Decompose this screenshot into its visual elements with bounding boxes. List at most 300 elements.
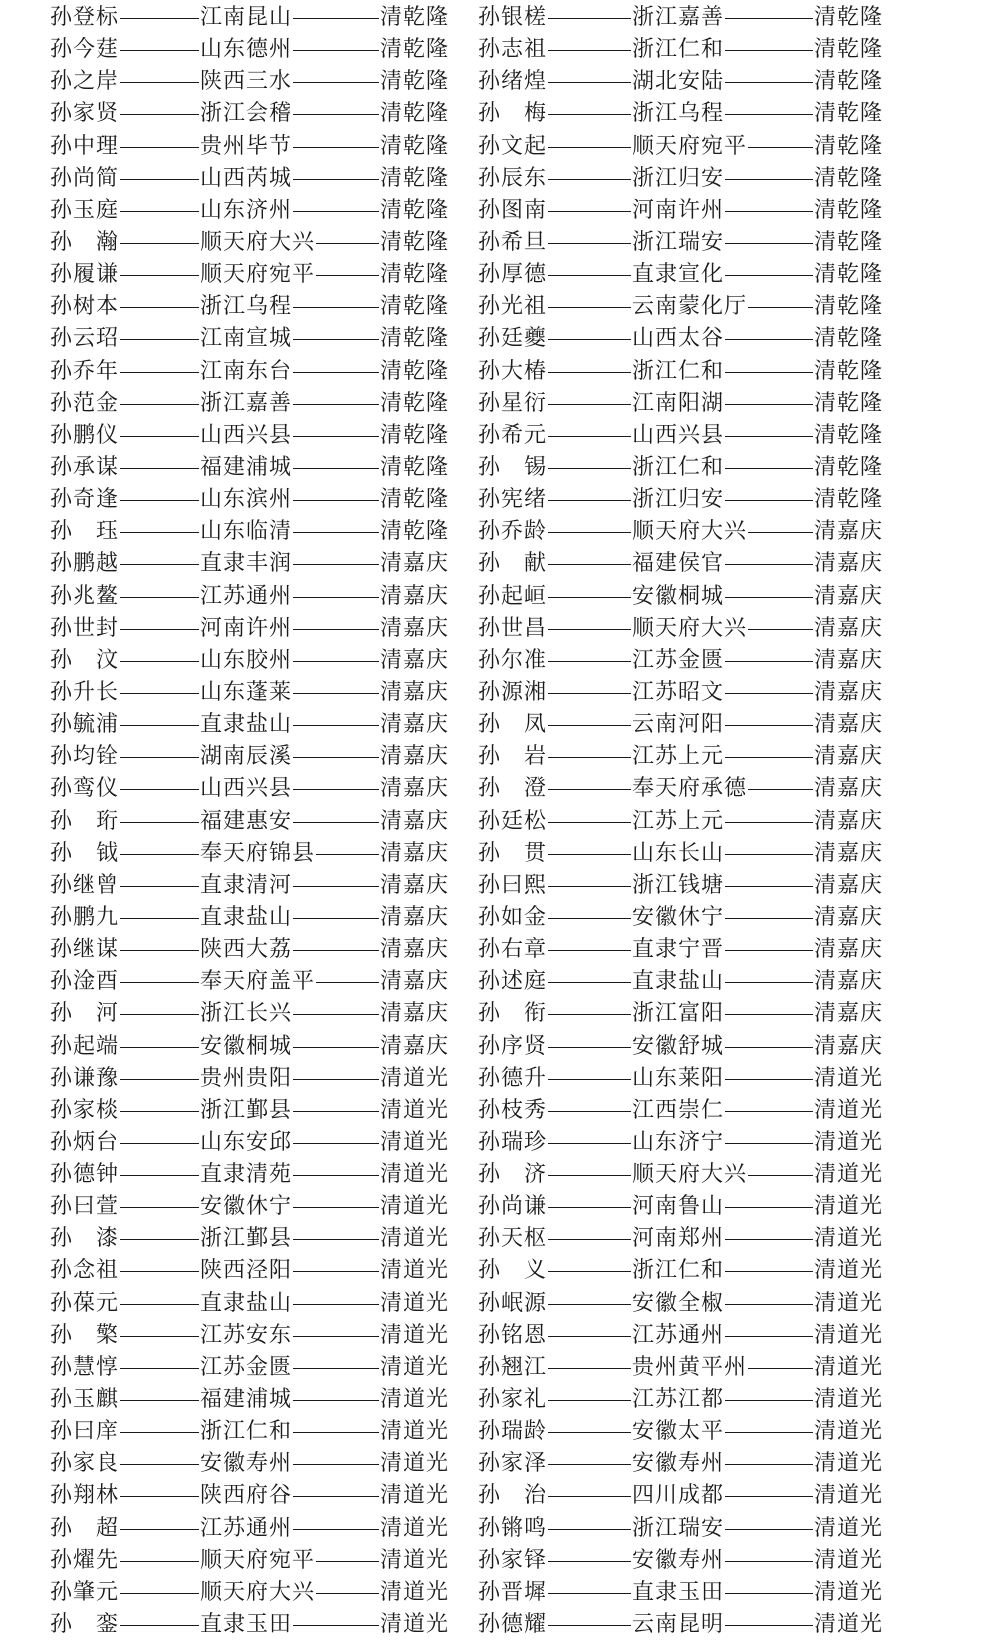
era-reign: 清乾隆 [380, 69, 450, 95]
list-item [478, 773, 888, 805]
list-item [50, 1577, 460, 1609]
dash-separator [293, 1400, 379, 1401]
era-reign: 清道光 [380, 1226, 450, 1252]
era-reign: 清嘉庆 [814, 712, 884, 738]
dash-separator [748, 147, 813, 148]
era-reign: 清嘉庆 [814, 808, 884, 834]
person-name: 孙志祖 [478, 37, 548, 63]
dash-separator [120, 1432, 199, 1433]
dash-separator [316, 1561, 379, 1562]
place-of-origin: 湖北安陆 [632, 69, 725, 95]
place-of-origin: 江南东台 [200, 358, 293, 384]
era-reign: 清道光 [814, 1515, 884, 1541]
list-item [478, 645, 888, 677]
era-reign: 清乾隆 [814, 101, 884, 127]
dash-separator [548, 307, 631, 308]
person-name: 孙家礼 [478, 1387, 548, 1413]
person-name: 孙鹏仪 [50, 422, 120, 448]
dash-separator [293, 307, 379, 308]
person-name: 孙家良 [50, 1451, 120, 1477]
dash-separator [725, 179, 813, 180]
dash-separator [120, 1014, 199, 1015]
list-item [50, 709, 460, 741]
dash-separator [293, 1175, 379, 1176]
place-of-origin: 江西崇仁 [632, 1097, 725, 1123]
list-item [478, 291, 888, 323]
place-of-origin: 山西兴县 [200, 776, 293, 802]
dash-separator [293, 404, 379, 405]
place-of-origin: 浙江乌程 [632, 101, 725, 127]
dash-separator [293, 532, 379, 533]
place-of-origin: 直隶丰润 [200, 551, 293, 577]
era-reign: 清嘉庆 [380, 808, 450, 834]
dash-separator [120, 629, 199, 630]
dash-separator [725, 1111, 813, 1112]
era-reign: 清乾隆 [380, 133, 450, 159]
dash-separator [120, 1368, 199, 1369]
place-of-origin: 浙江长兴 [200, 1001, 293, 1027]
list-item [50, 1095, 460, 1127]
dash-separator [548, 1271, 631, 1272]
left-column [50, 2, 460, 1641]
person-name: 孙光祖 [478, 294, 548, 320]
person-name: 孙毓浦 [50, 712, 120, 738]
dash-separator [725, 18, 813, 19]
person-name: 孙尔准 [478, 647, 548, 673]
person-name: 孙燿先 [50, 1547, 120, 1573]
dash-separator [548, 1368, 631, 1369]
dash-separator [725, 500, 813, 501]
dash-separator [316, 854, 379, 855]
era-reign: 清道光 [814, 1612, 884, 1638]
era-reign: 清乾隆 [814, 422, 884, 448]
dash-separator [293, 1079, 379, 1080]
dash-separator [316, 1593, 379, 1594]
dash-separator [293, 468, 379, 469]
dash-separator [293, 1014, 379, 1015]
list-item [50, 1127, 460, 1159]
dash-separator [725, 372, 813, 373]
dash-separator [120, 500, 199, 501]
person-name: 孙 贯 [478, 840, 548, 866]
place-of-origin: 直隶玉田 [200, 1612, 293, 1638]
person-name: 孙世昌 [478, 615, 548, 641]
person-name: 孙曰萱 [50, 1194, 120, 1220]
place-of-origin: 安徽寿州 [632, 1451, 725, 1477]
dash-separator [548, 1561, 631, 1562]
dash-separator [120, 693, 199, 694]
list-item [478, 709, 888, 741]
list-item [478, 484, 888, 516]
dash-separator [548, 436, 631, 437]
era-reign: 清乾隆 [814, 262, 884, 288]
list-item [50, 1223, 460, 1255]
dash-separator [120, 1207, 199, 1208]
dash-separator [120, 854, 199, 855]
dash-separator [548, 468, 631, 469]
person-name: 孙述庭 [478, 969, 548, 995]
list-item [50, 1416, 460, 1448]
person-name: 孙今莛 [50, 37, 120, 63]
list-item [478, 2, 888, 34]
list-item [50, 773, 460, 805]
dash-separator [293, 886, 379, 887]
place-of-origin: 贵州黄平州 [632, 1354, 748, 1380]
list-item [50, 1063, 460, 1095]
place-of-origin: 直隶宣化 [632, 262, 725, 288]
era-reign: 清道光 [380, 1322, 450, 1348]
person-name: 孙绪煌 [478, 69, 548, 95]
list-item [50, 323, 460, 355]
list-item [50, 806, 460, 838]
person-name: 孙德升 [478, 1065, 548, 1091]
dash-separator [120, 82, 199, 83]
person-name: 孙继曾 [50, 872, 120, 898]
place-of-origin: 河南许州 [632, 197, 725, 223]
dash-separator [293, 1529, 379, 1530]
dash-separator [548, 50, 631, 51]
dash-separator [548, 822, 631, 823]
list-item [478, 934, 888, 966]
place-of-origin: 山东德州 [200, 37, 293, 63]
era-reign: 清乾隆 [814, 5, 884, 30]
dash-separator [725, 918, 813, 919]
person-name: 孙鹏九 [50, 904, 120, 930]
place-of-origin: 山东胶州 [200, 647, 293, 673]
era-reign: 清道光 [814, 1451, 884, 1477]
dash-separator [548, 629, 631, 630]
list-item [50, 2, 460, 34]
place-of-origin: 直隶清河 [200, 872, 293, 898]
place-of-origin: 江苏金匮 [200, 1354, 293, 1380]
dash-separator [725, 757, 813, 758]
person-name: 孙家贤 [50, 101, 120, 127]
person-name: 孙翘江 [478, 1354, 548, 1380]
dash-separator [748, 789, 813, 790]
dash-separator [548, 404, 631, 405]
dash-separator [120, 950, 199, 951]
dash-separator [120, 1304, 199, 1305]
dash-separator [725, 1400, 813, 1401]
list-item [478, 1384, 888, 1416]
place-of-origin: 浙江瑞安 [632, 229, 725, 255]
place-of-origin: 江苏昭文 [632, 679, 725, 705]
era-reign: 清乾隆 [380, 37, 450, 63]
person-name: 孙乔龄 [478, 519, 548, 545]
place-of-origin: 浙江鄞县 [200, 1097, 293, 1123]
list-item [478, 452, 888, 484]
place-of-origin: 江南阳湖 [632, 390, 725, 416]
list-item [478, 1223, 888, 1255]
person-name: 孙岷源 [478, 1290, 548, 1316]
dash-separator [548, 1111, 631, 1112]
dash-separator [548, 1239, 631, 1240]
dash-separator [725, 114, 813, 115]
dash-separator [293, 1368, 379, 1369]
person-name: 孙尚谦 [478, 1194, 548, 1220]
era-reign: 清嘉庆 [380, 551, 450, 577]
list-item [478, 1288, 888, 1320]
dash-separator [548, 1047, 631, 1048]
person-name: 孙文起 [478, 133, 548, 159]
person-name: 孙德耀 [478, 1612, 548, 1638]
place-of-origin: 云南昆明 [632, 1612, 725, 1638]
list-item [478, 966, 888, 998]
person-name: 孙源湘 [478, 679, 548, 705]
list-item [50, 934, 460, 966]
dash-separator [748, 629, 813, 630]
era-reign: 清乾隆 [380, 390, 450, 416]
place-of-origin: 奉天府锦县 [200, 840, 316, 866]
place-of-origin: 湖南辰溪 [200, 744, 293, 770]
place-of-origin: 顺天府大兴 [632, 1162, 748, 1188]
place-of-origin: 安徽桐城 [632, 583, 725, 609]
place-of-origin: 山东莱阳 [632, 1065, 725, 1091]
dash-separator [293, 1336, 379, 1337]
list-item [478, 870, 888, 902]
era-reign: 清乾隆 [814, 37, 884, 63]
place-of-origin: 浙江仁和 [632, 358, 725, 384]
person-name: 孙图南 [478, 197, 548, 223]
dash-separator [548, 82, 631, 83]
dash-separator [548, 854, 631, 855]
list-item [50, 227, 460, 259]
person-name: 孙肇元 [50, 1579, 120, 1605]
dash-separator [293, 918, 379, 919]
dash-separator [316, 243, 379, 244]
list-item [478, 1448, 888, 1480]
list-item [50, 1513, 460, 1545]
dash-separator [120, 339, 199, 340]
place-of-origin: 安徽寿州 [632, 1547, 725, 1573]
era-reign: 清嘉庆 [380, 615, 450, 641]
place-of-origin: 山东临清 [200, 519, 293, 545]
era-reign: 清嘉庆 [380, 744, 450, 770]
dash-separator [548, 275, 631, 276]
era-reign: 清乾隆 [814, 390, 884, 416]
place-of-origin: 四川成都 [632, 1483, 725, 1509]
dash-separator [725, 1529, 813, 1530]
era-reign: 清嘉庆 [814, 1033, 884, 1059]
dash-separator [725, 1464, 813, 1465]
dash-separator [725, 1625, 813, 1626]
place-of-origin: 浙江仁和 [632, 454, 725, 480]
list-item [50, 613, 460, 645]
person-name: 孙 汶 [50, 647, 120, 673]
place-of-origin: 奉天府承德 [632, 776, 748, 802]
dash-separator [548, 757, 631, 758]
dash-separator [725, 339, 813, 340]
list-item [50, 548, 460, 580]
dash-separator [120, 789, 199, 790]
person-name: 孙世封 [50, 615, 120, 641]
era-reign: 清嘉庆 [814, 937, 884, 963]
era-reign: 清道光 [814, 1354, 884, 1380]
list-item [478, 1255, 888, 1287]
dash-separator [293, 1625, 379, 1626]
place-of-origin: 陕西泾阳 [200, 1258, 293, 1284]
dash-separator [293, 1271, 379, 1272]
dash-separator [548, 950, 631, 951]
person-name: 孙尚简 [50, 165, 120, 191]
place-of-origin: 山西兴县 [200, 422, 293, 448]
dash-separator [548, 1207, 631, 1208]
list-item [478, 1191, 888, 1223]
list-item [50, 838, 460, 870]
place-of-origin: 浙江会稽 [200, 101, 293, 127]
dash-separator [748, 1175, 813, 1176]
list-item [478, 323, 888, 355]
era-reign: 清乾隆 [380, 262, 450, 288]
list-item [478, 741, 888, 773]
person-name: 孙曰熙 [478, 872, 548, 898]
dash-separator [120, 822, 199, 823]
dash-separator [120, 1464, 199, 1465]
person-name: 孙瑞珍 [478, 1129, 548, 1155]
dash-separator [293, 1464, 379, 1465]
era-reign: 清嘉庆 [814, 776, 884, 802]
place-of-origin: 直隶盐山 [200, 1290, 293, 1316]
era-reign: 清嘉庆 [380, 776, 450, 802]
era-reign: 清乾隆 [380, 519, 450, 545]
place-of-origin: 浙江嘉善 [632, 5, 725, 30]
dash-separator [120, 1271, 199, 1272]
dash-separator [316, 275, 379, 276]
dash-separator [120, 243, 199, 244]
dash-separator [548, 1143, 631, 1144]
person-name: 孙星衍 [478, 390, 548, 416]
place-of-origin: 云南蒙化厅 [632, 294, 748, 320]
dash-separator [548, 500, 631, 501]
dash-separator [725, 1143, 813, 1144]
list-item [478, 613, 888, 645]
era-reign: 清道光 [380, 1129, 450, 1155]
era-reign: 清乾隆 [814, 165, 884, 191]
place-of-origin: 福建浦城 [200, 1387, 293, 1413]
dash-separator [293, 789, 379, 790]
list-item [478, 516, 888, 548]
dash-separator [293, 1432, 379, 1433]
era-reign: 清乾隆 [814, 294, 884, 320]
era-reign: 清道光 [380, 1451, 450, 1477]
person-name: 孙铭恩 [478, 1322, 548, 1348]
dash-separator [725, 886, 813, 887]
person-name: 孙 超 [50, 1515, 120, 1541]
list-item [478, 259, 888, 291]
person-name: 孙大椿 [478, 358, 548, 384]
era-reign: 清道光 [380, 1387, 450, 1413]
place-of-origin: 山西太谷 [632, 326, 725, 352]
place-of-origin: 顺天府宛平 [200, 262, 316, 288]
list-item [478, 1031, 888, 1063]
dash-separator [725, 1014, 813, 1015]
person-name: 孙乔年 [50, 358, 120, 384]
era-reign: 清道光 [380, 1194, 450, 1220]
dash-separator [293, 147, 379, 148]
dash-separator [293, 1239, 379, 1240]
dash-separator [120, 1529, 199, 1530]
dash-separator [548, 532, 631, 533]
list-item [478, 227, 888, 259]
list-item [50, 1480, 460, 1512]
era-reign: 清乾隆 [380, 101, 450, 127]
era-reign: 清道光 [814, 1226, 884, 1252]
era-reign: 清乾隆 [380, 422, 450, 448]
dash-separator [548, 1014, 631, 1015]
person-name: 孙家泽 [478, 1451, 548, 1477]
dash-separator [293, 597, 379, 598]
place-of-origin: 山西芮城 [200, 165, 293, 191]
dash-separator [725, 1207, 813, 1208]
list-item [478, 1577, 888, 1609]
dash-separator [120, 1336, 199, 1337]
person-name: 孙 珏 [50, 519, 120, 545]
place-of-origin: 浙江嘉善 [200, 390, 293, 416]
dash-separator [725, 468, 813, 469]
list-item [478, 163, 888, 195]
dash-separator [725, 1336, 813, 1337]
era-reign: 清乾隆 [380, 229, 450, 255]
dash-separator [120, 532, 199, 533]
place-of-origin: 顺天府宛平 [200, 1547, 316, 1573]
place-of-origin: 河南鲁山 [632, 1194, 725, 1220]
dash-separator [293, 725, 379, 726]
place-of-origin: 浙江仁和 [632, 1258, 725, 1284]
person-name: 孙家铎 [478, 1547, 548, 1573]
dash-separator [120, 757, 199, 758]
person-name: 孙升长 [50, 679, 120, 705]
dash-separator [120, 661, 199, 662]
dash-separator [293, 372, 379, 373]
era-reign: 清道光 [380, 1579, 450, 1605]
era-reign: 清嘉庆 [380, 712, 450, 738]
dash-separator [725, 597, 813, 598]
list-item [50, 452, 460, 484]
person-name: 孙辰东 [478, 165, 548, 191]
dash-separator [725, 564, 813, 565]
person-name: 孙继谋 [50, 937, 120, 963]
era-reign: 清道光 [380, 1065, 450, 1091]
dash-separator [548, 725, 631, 726]
era-reign: 清道光 [814, 1162, 884, 1188]
list-item [50, 259, 460, 291]
person-name: 孙云玿 [50, 326, 120, 352]
list-item [478, 806, 888, 838]
era-reign: 清乾隆 [814, 487, 884, 513]
list-item [478, 1416, 888, 1448]
person-name: 孙登标 [50, 5, 120, 30]
list-item [50, 516, 460, 548]
era-reign: 清道光 [380, 1162, 450, 1188]
place-of-origin: 直隶盐山 [200, 712, 293, 738]
person-name: 孙翔林 [50, 1483, 120, 1509]
place-of-origin: 江苏上元 [632, 808, 725, 834]
list-item [478, 356, 888, 388]
dash-separator [548, 114, 631, 115]
dash-separator [548, 1336, 631, 1337]
place-of-origin: 江苏上元 [632, 744, 725, 770]
dash-separator [316, 982, 379, 983]
person-name: 孙承谋 [50, 454, 120, 480]
person-name: 孙右章 [478, 937, 548, 963]
dash-separator [548, 243, 631, 244]
dash-separator [120, 1111, 199, 1112]
list-item [478, 581, 888, 613]
person-name: 孙兆鳌 [50, 583, 120, 609]
dash-separator [548, 1593, 631, 1594]
dash-separator [120, 211, 199, 212]
list-item [478, 902, 888, 934]
